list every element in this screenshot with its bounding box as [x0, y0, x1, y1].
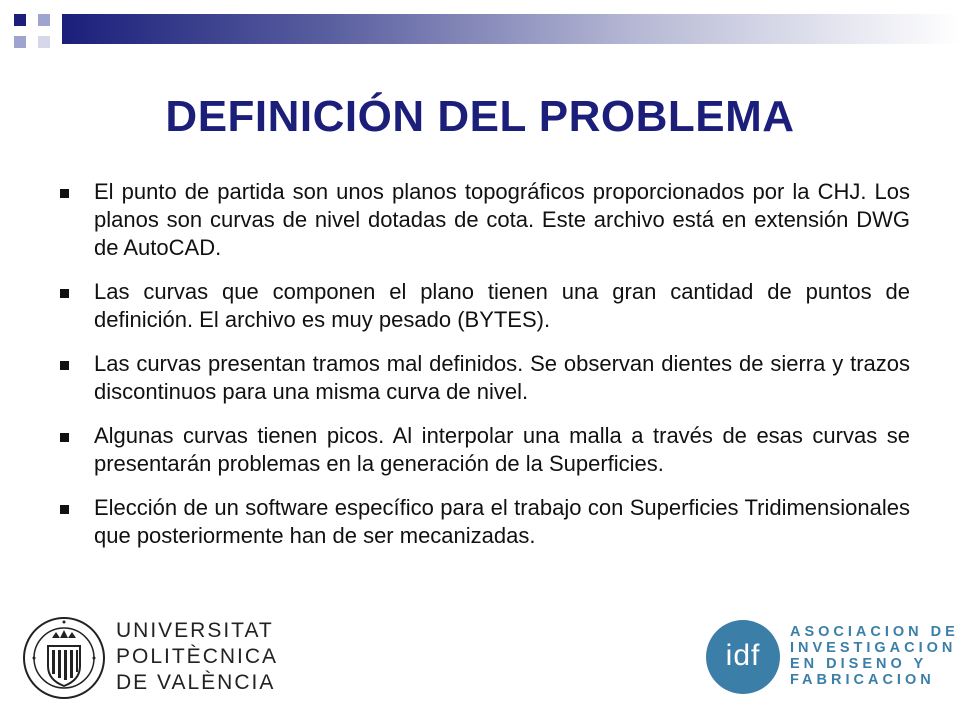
slide-title: DEFINICIÓN DEL PROBLEMA: [165, 92, 795, 141]
decor-square: [38, 36, 50, 48]
gradient-bar: [62, 14, 960, 44]
bullet-marker: [60, 433, 69, 442]
idf-line: EN DISENO Y: [790, 656, 928, 672]
idf-logo: [706, 620, 959, 700]
bullet-item: [58, 422, 910, 478]
bullet-item: [58, 350, 910, 406]
idf-line: FABRICACION: [790, 672, 935, 688]
upv-wordmark: [116, 618, 278, 696]
bullet-marker: [60, 361, 69, 370]
idf-wordmark: [790, 624, 959, 688]
bullet-text: Las curvas presentan tramos mal definidos. Se observan dientes de sierra y trazos discontinuos para una misma curva de nivel.: [94, 351, 910, 404]
upv-seal-icon: [22, 616, 106, 700]
upv-logo: [22, 614, 279, 700]
idf-mark: idf: [706, 620, 780, 694]
bullet-marker: [60, 505, 69, 514]
bullet-marker: [60, 189, 69, 198]
bullet-text: Algunas curvas tienen picos. Al interpolar una malla a través de esas curvas se presentarán problemas en la generación de la Superficies.: [94, 423, 910, 476]
bullet-item: [58, 178, 910, 262]
idf-line: ASOCIACION DE: [790, 624, 959, 640]
decor-square: [14, 36, 26, 48]
decor-square: [14, 14, 26, 26]
bullet-marker: [60, 289, 69, 298]
bullet-item: [58, 278, 910, 334]
top-decoration: [0, 0, 960, 60]
bullet-item: [58, 494, 910, 550]
upv-line: DE VALÈNCIA: [116, 671, 276, 694]
bullet-list: [58, 178, 910, 566]
decor-square: [38, 14, 50, 26]
bullet-text: El punto de partida son unos planos topográficos proporcionados por la CHJ. Los planos son curvas de nivel dotadas de cota. Este archivo está en extensión DWG de AutoCAD.: [94, 179, 910, 260]
upv-line: POLITÈCNICA: [116, 645, 279, 668]
bullet-text: Elección de un software específico para el trabajo con Superficies Tridimensionales que posteriormente han de ser mecanizadas.: [94, 495, 910, 548]
bullet-text: Las curvas que componen el plano tienen una gran cantidad de puntos de definición. El archivo es muy pesado (BYTES).: [94, 279, 910, 332]
idf-line: INVESTIGACION: [790, 640, 957, 656]
upv-line: UNIVERSITAT: [116, 619, 274, 642]
